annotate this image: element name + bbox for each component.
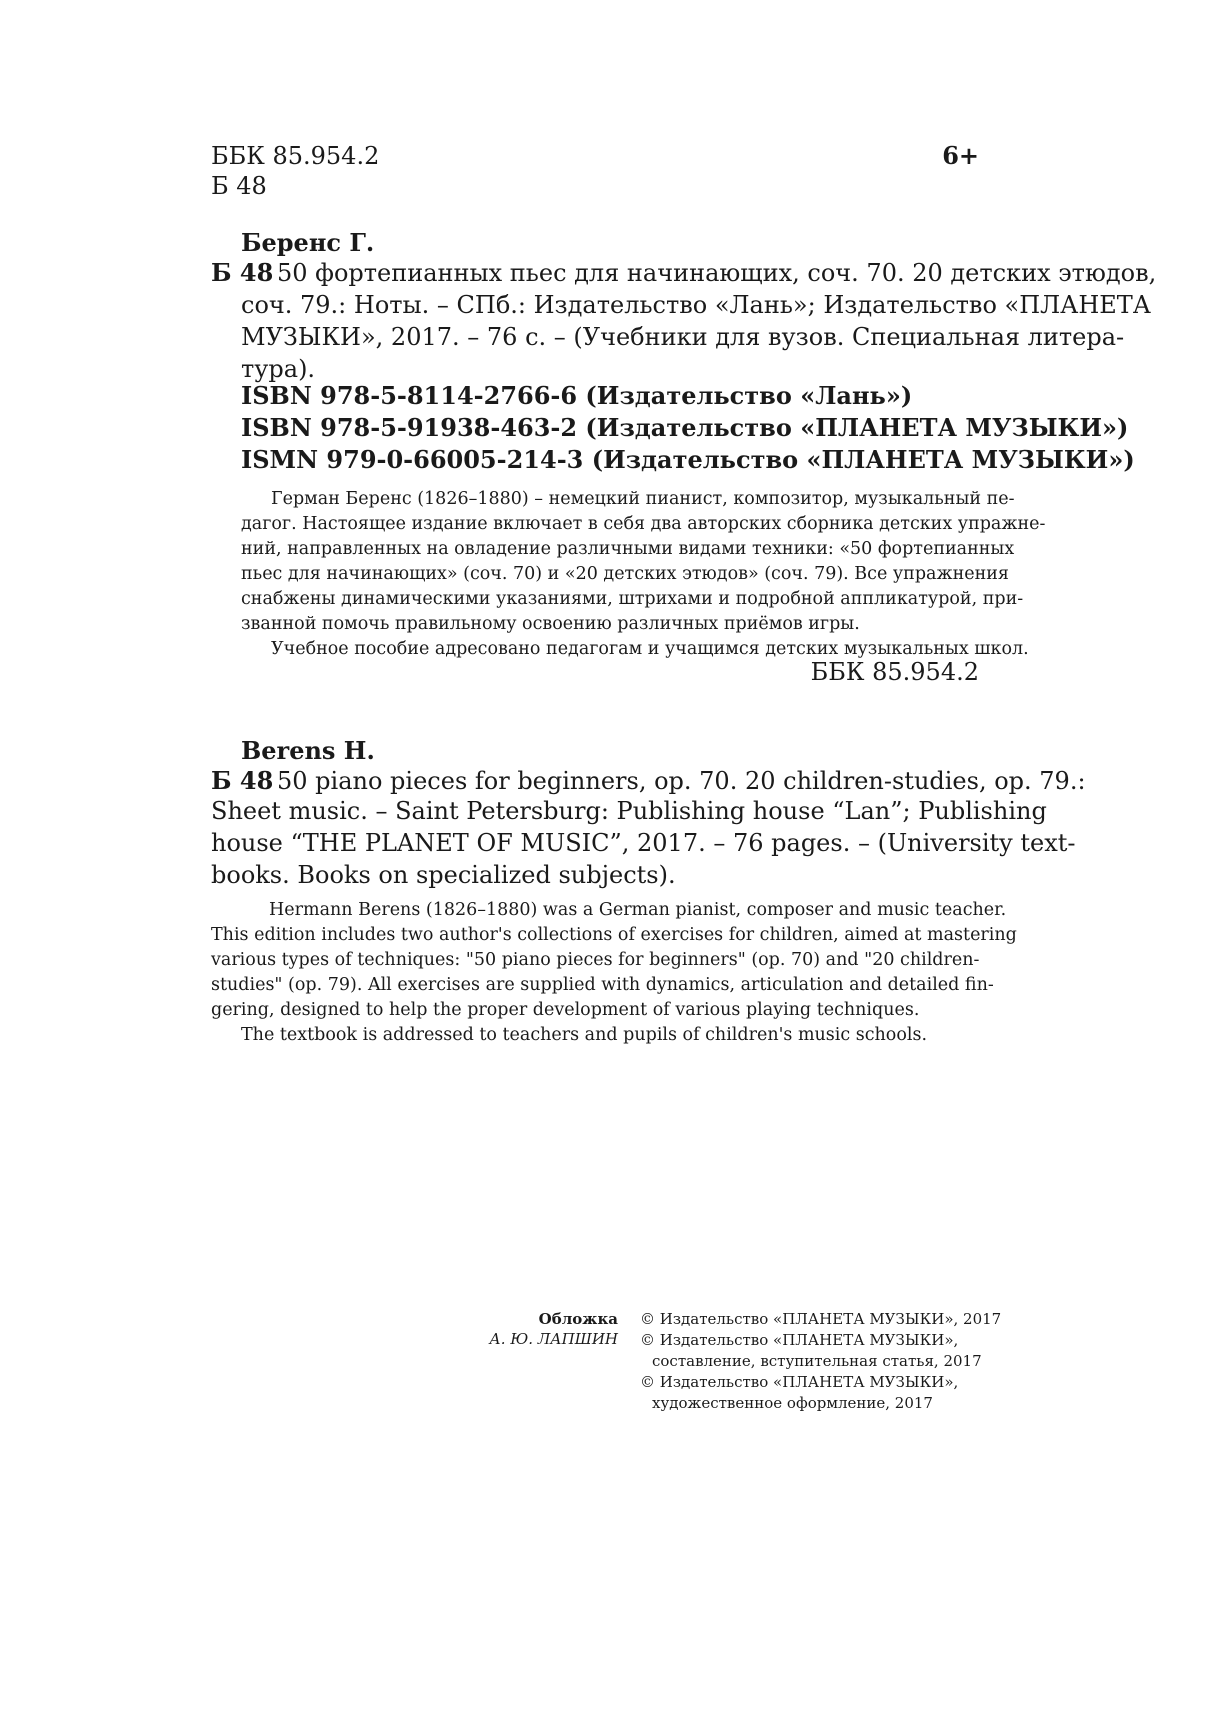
- annotation-line: This edition includes two author's collections of exercises for children, aimed at mastering: [211, 925, 1017, 945]
- copyright-block: [640, 1309, 1001, 1414]
- annotation-audience: Учебное пособие адресовано педагогам и учащимся детских музыкальных школ.: [271, 639, 1029, 659]
- ru-mark: Б 48: [211, 258, 274, 287]
- ru-entry-line: 50 фортепианных пьес для начинающих, соч. 70. 20 детских этюдов,: [277, 259, 1157, 287]
- annotation-line: снабжены динамическими указаниями, штрихами и подробной аппликатурой, при-: [241, 589, 1024, 609]
- ru-entry-line: тура).: [241, 355, 316, 383]
- ru-entry-line: соч. 79.: Ноты. – СПб.: Издательство «Лань»; Издательство «ПЛАНЕТА: [241, 291, 1151, 319]
- annotation-line: various types of techniques: "50 piano pieces for beginners" (op. 70) and "20 children-: [211, 950, 980, 970]
- ru-entry-text: [277, 257, 1157, 289]
- annotation-line: gering, designed to help the proper development of various playing techniques.: [211, 1000, 920, 1020]
- en-entry-continuation: [211, 795, 1076, 891]
- en-entry-line: books. Books on specialized subjects).: [211, 861, 676, 889]
- annotation-line: Hermann Berens (1826–1880) was a German pianist, composer and music teacher.: [269, 900, 1007, 920]
- copyright-line: © Издательство «ПЛАНЕТА МУЗЫКИ»,: [640, 1373, 959, 1391]
- copyright-line: художественное оформление, 2017: [652, 1394, 933, 1412]
- annotation-line: Герман Беренс (1826–1880) – немецкий пианист, композитор, музыкальный пе-: [271, 489, 1015, 509]
- annotation-line: званной помочь правильному освоению различных приёмов игры.: [241, 614, 860, 634]
- isbn-block: [241, 380, 1135, 476]
- en-author: Berens H.: [241, 736, 375, 765]
- age-rating: 6+: [942, 141, 979, 170]
- en-entry-line: 50 piano pieces for beginners, op. 70. 20 children-studies, op. 79.:: [277, 767, 1086, 795]
- copyright-line: © Издательство «ПЛАНЕТА МУЗЫКИ», 2017: [640, 1310, 1002, 1328]
- annotation-line: пьес для начинающих» (соч. 70) и «20 детских этюдов» (соч. 79). Все упражнения: [241, 564, 1009, 584]
- en-entry-line: house “THE PLANET OF MUSIC”, 2017. – 76 pages. – (University text-: [211, 829, 1076, 857]
- cover-label: Обложка: [538, 1310, 618, 1328]
- annotation-line: studies" (op. 79). All exercises are supplied with dynamics, articulation and detailed fin-: [211, 975, 994, 995]
- ismn-planet: ISMN 979-0-66005-214-3 (Издательство «ПЛАНЕТА МУЗЫКИ»): [241, 445, 1135, 474]
- en-annotation: [211, 898, 1017, 1048]
- author-mark: Б 48: [211, 172, 267, 200]
- copyright-line: © Издательство «ПЛАНЕТА МУЗЫКИ»,: [640, 1331, 959, 1349]
- annotation-line: ний, направленных на овладение различными видами техники: «50 фортепианных: [241, 539, 1015, 559]
- en-entry-text: [277, 765, 1086, 797]
- copyright-line: составление, вступительная статья, 2017: [652, 1352, 982, 1370]
- en-entry-line: Sheet music. – Saint Petersburg: Publishing house “Lan”; Publishing: [211, 797, 1047, 825]
- cover-artist: А. Ю. ЛАПШИН: [489, 1330, 618, 1348]
- bbk-code: ББК 85.954.2: [211, 142, 380, 170]
- isbn-planet: ISBN 978-5-91938-463-2 (Издательство «ПЛАНЕТА МУЗЫКИ»): [241, 413, 1129, 442]
- ru-annotation: [241, 487, 1046, 662]
- bbk-code-bottom: ББК 85.954.2: [810, 658, 979, 686]
- ru-author: Беренс Г.: [241, 228, 375, 257]
- ru-entry-continuation: [241, 289, 1151, 385]
- annotation-line: дагог. Настоящее издание включает в себя два авторских сборника детских упражне-: [241, 514, 1046, 534]
- annotation-audience: The textbook is addressed to teachers and pupils of children's music schools.: [241, 1025, 928, 1045]
- isbn-lan: ISBN 978-5-8114-2766-6 (Издательство «Лань»): [241, 381, 913, 410]
- ru-entry-line: МУЗЫКИ», 2017. – 76 с. – (Учебники для вузов. Специальная литера-: [241, 323, 1125, 351]
- en-mark: Б 48: [211, 766, 274, 795]
